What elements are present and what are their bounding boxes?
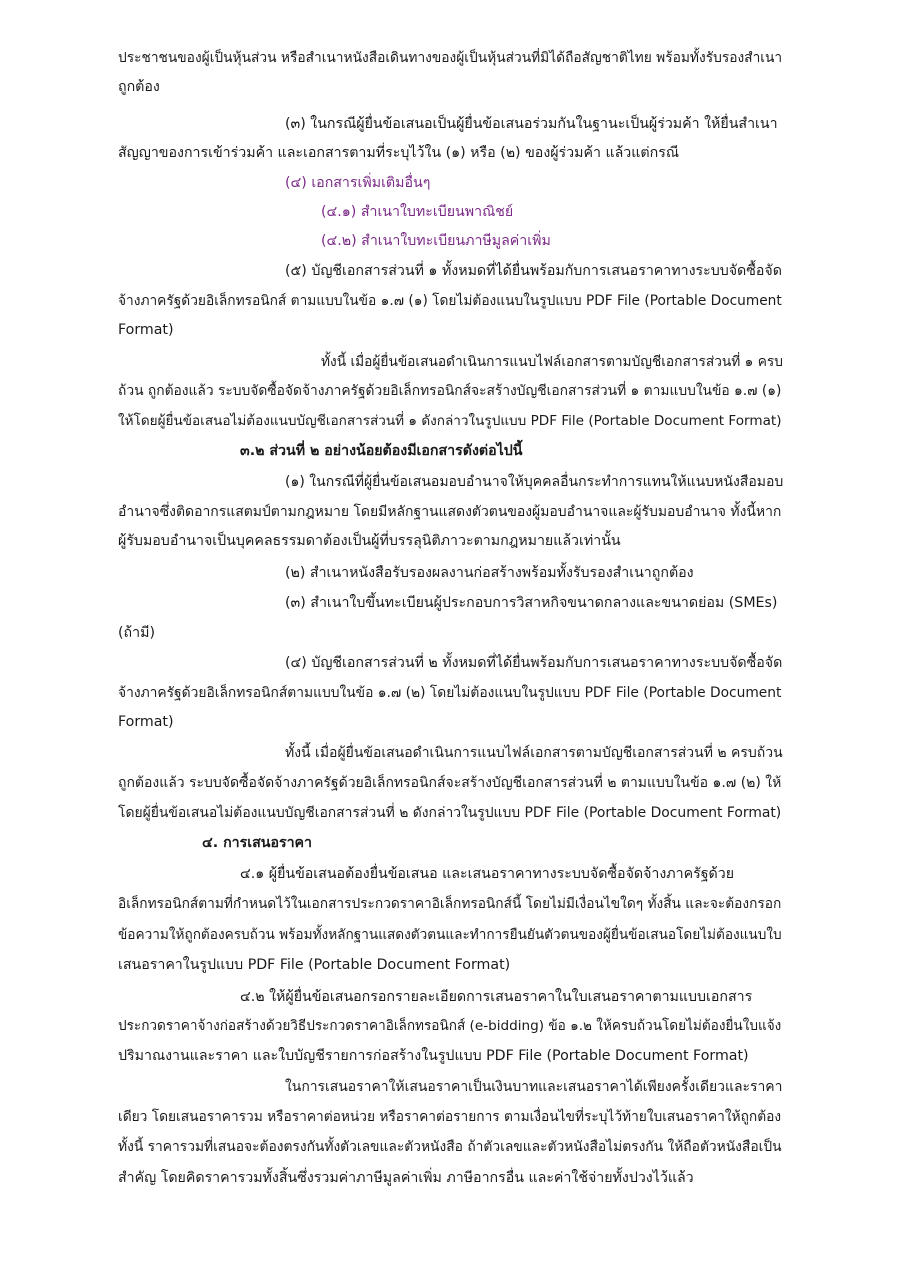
list-item-purple: (๔.๑) สำเนาใบทะเบียนพาณิชย์ bbox=[321, 204, 514, 220]
text-line: ผู้รับมอบอำนาจเป็นบุคคลธรรมดาต้องเป็นผู้ที่บรรลุนิติภาวะตามกฎหมายแล้วเท่านั้น bbox=[118, 533, 621, 549]
list-item-purple: (๔.๒) สำเนาใบทะเบียนภาษีมูลค่าเพิ่ม bbox=[321, 233, 551, 249]
text-line: เดียว โดยเสนอราคารวม หรือราคาต่อหน่วย หรือราคาต่อรายการ ตามเงื่อนไขที่ระบุไว้ท้ายใบเสนอราคาให้ถูกต้อง bbox=[118, 1109, 782, 1125]
text-line: ประชาชนของผู้เป็นหุ้นส่วน หรือสำเนาหนังสือเดินทางของผู้เป็นหุ้นส่วนที่มิได้ถือสัญชาติไทย พร้อมทั้งรับรองสำเนา bbox=[118, 50, 783, 66]
text-line: (๑) ในกรณีที่ผู้ยื่นข้อเสนอมอบอำนาจให้บุคคลอื่นกระทำการแทนให้แนบหนังสือมอบ bbox=[285, 474, 784, 490]
text-line: (๓) ในกรณีผู้ยื่นข้อเสนอเป็นผู้ยื่นข้อเสนอร่วมกันในฐานะเป็นผู้ร่วมค้า ให้ยื่นสำเนา bbox=[285, 116, 778, 132]
text-line: (๔) บัญชีเอกสารส่วนที่ ๒ ทั้งหมดที่ได้ยื่นพร้อมกับการเสนอราคาทางระบบจัดซื้อจัด bbox=[285, 655, 783, 671]
text-line: ปริมาณงานและราคา และใบบัญชีรายการก่อสร้างในรูปแบบ PDF File (Portable Document Format) bbox=[118, 1048, 749, 1064]
text-line: โดยผู้ยื่นข้อเสนอไม่ต้องแนบบัญชีเอกสารส่วนที่ ๒ ดังกล่าวในรูปแบบ PDF File (Portable Document Format) bbox=[118, 805, 782, 821]
text-line: (๕) บัญชีเอกสารส่วนที่ ๑ ทั้งหมดที่ได้ยื่นพร้อมกับการเสนอราคาทางระบบจัดซื้อจัด bbox=[285, 263, 782, 279]
text-line: สัญญาของการเข้าร่วมค้า และเอกสารตามที่ระบุไว้ใน (๑) หรือ (๒) ของผู้ร่วมค้า แล้วแต่กรณี bbox=[118, 145, 680, 161]
text-line: อิเล็กทรอนิกส์ตามที่กำหนดไว้ในเอกสารประกวดราคาอิเล็กทรอนิกส์นี้ โดยไม่มีเงื่อนไขใดๆ ทั้งสิ้น และจะต้องกรอก bbox=[118, 896, 782, 912]
text-line: สำคัญ โดยคิดราคารวมทั้งสิ้นซึ่งรวมค่าภาษีมูลค่าเพิ่ม ภาษีอากรอื่น และค่าใช้จ่ายทั้งปวงไว้แล้ว bbox=[118, 1170, 694, 1186]
text-line: Format) bbox=[118, 322, 174, 338]
text-line: ๔.๒ ให้ผู้ยื่นข้อเสนอกรอกรายละเอียดการเสนอราคาในใบเสนอราคาตามแบบเอกสาร bbox=[240, 989, 753, 1005]
text-line: ๔.๑ ผู้ยื่นข้อเสนอต้องยื่นข้อเสนอ และเสนอราคาทางระบบจัดซื้อจัดจ้างภาครัฐด้วย bbox=[240, 866, 735, 882]
text-line: ถูกต้อง bbox=[118, 79, 160, 95]
text-line: Format) bbox=[118, 714, 174, 730]
text-line: ทั้งนี้ ราคารวมที่เสนอจะต้องตรงกันทั้งตัวเลขและตัวหนังสือ ถ้าตัวเลขและตัวหนังสือไม่ตรงกัน ให้ถือตัวหนังสือเป็น bbox=[118, 1139, 782, 1155]
list-item-purple: (๔) เอกสารเพิ่มเติมอื่นๆ bbox=[285, 175, 431, 191]
text-line: ให้โดยผู้ยื่นข้อเสนอไม่ต้องแนบบัญชีเอกสารส่วนที่ ๑ ดังกล่าวในรูปแบบ PDF File (Portable Document Format) bbox=[118, 413, 782, 429]
text-line: (๓) สำเนาใบขึ้นทะเบียนผู้ประกอบการวิสาหกิจขนาดกลางและขนาดย่อม (SMEs) bbox=[285, 595, 778, 611]
section-heading: ๓.๒ ส่วนที่ ๒ อย่างน้อยต้องมีเอกสารดังต่อไปนี้ bbox=[240, 443, 523, 459]
text-line: จ้างภาครัฐด้วยอิเล็กทรอนิกส์ ตามแบบในข้อ ๑.๗ (๑) โดยไม่ต้องแนบในรูปแบบ PDF File (Portable Document bbox=[118, 293, 782, 309]
text-line: (ถ้ามี) bbox=[118, 625, 155, 641]
text-line: เสนอราคาในรูปแบบ PDF File (Portable Document Format) bbox=[118, 957, 511, 973]
text-line: ถูกต้องแล้ว ระบบจัดซื้อจัดจ้างภาครัฐด้วยอิเล็กทรอนิกส์จะสร้างบัญชีเอกสารส่วนที่ ๒ ตามแบบในข้อ ๑.๗ (๒) ให้ bbox=[118, 775, 782, 791]
text-line: ถ้วน ถูกต้องแล้ว ระบบจัดซื้อจัดจ้างภาครัฐด้วยอิเล็กทรอนิกส์จะสร้างบัญชีเอกสารส่วนที่ ๑ ตามแบบในข้อ ๑.๗ (๑) bbox=[118, 383, 782, 399]
text-line: ข้อความให้ถูกต้องครบถ้วน พร้อมทั้งหลักฐานแสดงตัวตนและทำการยืนยันตัวตนของผู้ยื่นข้อเสนอโดยไม่ต้องแนบใบ bbox=[118, 927, 782, 943]
section-heading: ๔. การเสนอราคา bbox=[202, 835, 313, 851]
text-line: ทั้งนี้ เมื่อผู้ยื่นข้อเสนอดำเนินการแนบไฟล์เอกสารตามบัญชีเอกสารส่วนที่ ๒ ครบถ้วน bbox=[285, 745, 783, 761]
text-line: จ้างภาครัฐด้วยอิเล็กทรอนิกส์ตามแบบในข้อ ๑.๗ (๒) โดยไม่ต้องแนบในรูปแบบ PDF File (Portable Document bbox=[118, 685, 782, 701]
text-line: ในการเสนอราคาให้เสนอราคาเป็นเงินบาทและเสนอราคาได้เพียงครั้งเดียวและราคา bbox=[285, 1079, 783, 1095]
text-line: อำนาจซึ่งติดอากรแสตมป์ตามกฎหมาย โดยมีหลักฐานแสดงตัวตนของผู้มอบอำนาจและผู้รับมอบอำนาจ ทั้งนี้หาก bbox=[118, 504, 782, 520]
text-line: ประกวดราคาจ้างก่อสร้างด้วยวิธีประกวดราคาอิเล็กทรอนิกส์ (e-bidding) ข้อ ๑.๒ ให้ครบถ้วนโดยไม่ต้องยื่นใบแจ้ง bbox=[118, 1018, 782, 1034]
text-line: (๒) สำเนาหนังสือรับรองผลงานก่อสร้างพร้อมทั้งรับรองสำเนาถูกต้อง bbox=[285, 565, 694, 581]
text-line: ทั้งนี้ เมื่อผู้ยื่นข้อเสนอดำเนินการแนบไฟล์เอกสารตามบัญชีเอกสารส่วนที่ ๑ ครบ bbox=[321, 354, 783, 370]
